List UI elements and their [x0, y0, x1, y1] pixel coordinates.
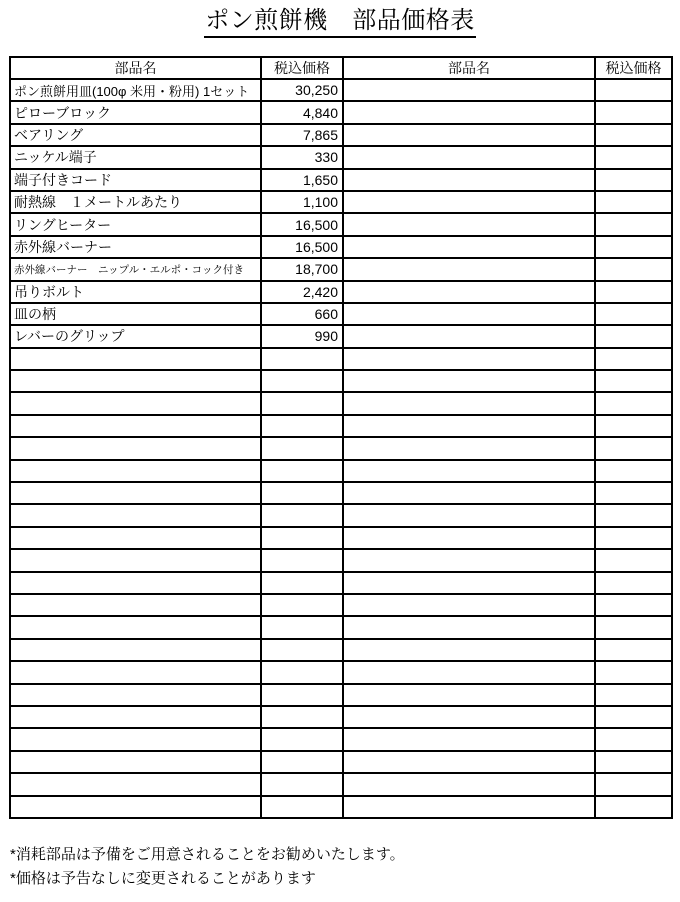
- table-row: [10, 370, 672, 392]
- part-name-cell-left: [10, 616, 261, 638]
- table-row: [10, 504, 672, 526]
- part-name-cell-left: [10, 460, 261, 482]
- parts-price-table: [9, 56, 673, 819]
- price-cell-right: [595, 325, 672, 347]
- price-cell-left: [261, 796, 343, 818]
- price-cell-left: [261, 728, 343, 750]
- part-name-cell-right: [343, 191, 595, 213]
- price-cell-left: [261, 527, 343, 549]
- table-row: [10, 281, 672, 303]
- header-price-right: 税込価格: [595, 57, 672, 79]
- part-name-cell-left: ポン煎餅用皿(100φ 米用・粉用) 1セット: [10, 79, 261, 101]
- table-row: [10, 169, 672, 191]
- part-name-cell-left: [10, 796, 261, 818]
- table-row: [10, 213, 672, 235]
- price-cell-right: [595, 527, 672, 549]
- part-name-cell-left: [10, 437, 261, 459]
- table-row: [10, 706, 672, 728]
- title-area: [0, 0, 680, 44]
- price-cell-right: [595, 236, 672, 258]
- part-name-cell-left: ベアリング: [10, 124, 261, 146]
- table-row: [10, 303, 672, 325]
- table-row: [10, 191, 672, 213]
- price-cell-right: [595, 303, 672, 325]
- part-name-cell-right: [343, 236, 595, 258]
- header-part-name-left: 部品名: [10, 57, 261, 79]
- table-row: [10, 796, 672, 818]
- table-row: [10, 728, 672, 750]
- price-cell-left: 7,865: [261, 124, 343, 146]
- table-row: [10, 236, 672, 258]
- price-cell-left: [261, 549, 343, 571]
- price-cell-right: [595, 415, 672, 437]
- part-name-cell-left: [10, 482, 261, 504]
- table-row: [10, 392, 672, 414]
- price-cell-left: [261, 639, 343, 661]
- part-name-cell-left: [10, 728, 261, 750]
- price-cell-left: 330: [261, 146, 343, 168]
- part-name-cell-right: [343, 437, 595, 459]
- price-cell-left: 990: [261, 325, 343, 347]
- table-row: [10, 415, 672, 437]
- part-name-cell-right: [343, 348, 595, 370]
- part-name-cell-right: [343, 684, 595, 706]
- table-row: [10, 594, 672, 616]
- table-header-row: [10, 57, 672, 79]
- table-body: [10, 79, 672, 818]
- price-cell-left: [261, 437, 343, 459]
- table-row: [10, 79, 672, 101]
- header-price-left: 税込価格: [261, 57, 343, 79]
- table-row: [10, 482, 672, 504]
- part-name-cell-right: [343, 281, 595, 303]
- part-name-cell-left: 耐熱線 １メートルあたり: [10, 191, 261, 213]
- table-row: [10, 325, 672, 347]
- part-name-cell-right: [343, 572, 595, 594]
- part-name-cell-right: [343, 482, 595, 504]
- table-row: [10, 549, 672, 571]
- table-row: [10, 348, 672, 370]
- table-row: [10, 751, 672, 773]
- part-name-cell-left: [10, 706, 261, 728]
- price-cell-left: [261, 616, 343, 638]
- part-name-cell-right: [343, 460, 595, 482]
- part-name-cell-right: [343, 796, 595, 818]
- price-cell-right: [595, 751, 672, 773]
- price-cell-left: 30,250: [261, 79, 343, 101]
- table-row: [10, 572, 672, 594]
- price-cell-right: [595, 101, 672, 123]
- price-cell-right: [595, 728, 672, 750]
- table-row: [10, 460, 672, 482]
- part-name-cell-right: [343, 773, 595, 795]
- price-cell-left: 1,650: [261, 169, 343, 191]
- price-cell-right: [595, 191, 672, 213]
- price-cell-left: 660: [261, 303, 343, 325]
- part-name-cell-left: [10, 751, 261, 773]
- part-name-cell-right: [343, 303, 595, 325]
- price-cell-right: [595, 281, 672, 303]
- price-cell-right: [595, 616, 672, 638]
- price-cell-right: [595, 549, 672, 571]
- table-row: [10, 437, 672, 459]
- part-name-cell-right: [343, 661, 595, 683]
- part-name-cell-left: [10, 594, 261, 616]
- price-cell-left: [261, 370, 343, 392]
- part-name-cell-left: ピローブロック: [10, 101, 261, 123]
- part-name-cell-left: レバーのグリップ: [10, 325, 261, 347]
- part-name-cell-right: [343, 258, 595, 280]
- price-cell-left: 16,500: [261, 236, 343, 258]
- part-name-cell-left: [10, 661, 261, 683]
- price-cell-right: [595, 572, 672, 594]
- note-consumables: *消耗部品は予備をご用意されることをお勧めいたします。: [10, 845, 405, 863]
- part-name-cell-left: [10, 348, 261, 370]
- table-row: [10, 258, 672, 280]
- part-name-cell-right: [343, 616, 595, 638]
- price-cell-left: [261, 415, 343, 437]
- price-cell-right: [595, 258, 672, 280]
- price-cell-left: 18,700: [261, 258, 343, 280]
- price-cell-left: [261, 773, 343, 795]
- part-name-cell-right: [343, 392, 595, 414]
- page-title: ポン煎餅機 部品価格表: [204, 8, 476, 38]
- price-cell-right: [595, 460, 672, 482]
- price-cell-left: [261, 706, 343, 728]
- table-row: [10, 146, 672, 168]
- table-row: [10, 616, 672, 638]
- part-name-cell-left: [10, 504, 261, 526]
- part-name-cell-left: [10, 639, 261, 661]
- table-row: [10, 527, 672, 549]
- part-name-cell-left: [10, 415, 261, 437]
- part-name-cell-right: [343, 706, 595, 728]
- price-cell-left: [261, 684, 343, 706]
- part-name-cell-right: [343, 213, 595, 235]
- price-cell-right: [595, 437, 672, 459]
- price-cell-left: [261, 482, 343, 504]
- part-name-cell-left: [10, 392, 261, 414]
- part-name-cell-right: [343, 527, 595, 549]
- part-name-cell-right: [343, 639, 595, 661]
- table-row: [10, 124, 672, 146]
- price-cell-right: [595, 169, 672, 191]
- price-cell-right: [595, 79, 672, 101]
- price-cell-left: [261, 751, 343, 773]
- part-name-cell-left: 吊りボルト: [10, 281, 261, 303]
- price-cell-left: 1,100: [261, 191, 343, 213]
- price-cell-right: [595, 661, 672, 683]
- header-part-name-right: 部品名: [343, 57, 595, 79]
- part-name-cell-right: [343, 101, 595, 123]
- price-cell-left: [261, 348, 343, 370]
- price-cell-left: [261, 661, 343, 683]
- price-cell-right: [595, 796, 672, 818]
- price-cell-right: [595, 392, 672, 414]
- price-cell-right: [595, 594, 672, 616]
- price-cell-left: [261, 572, 343, 594]
- part-name-cell-right: [343, 415, 595, 437]
- price-cell-left: [261, 460, 343, 482]
- price-cell-right: [595, 504, 672, 526]
- part-name-cell-left: [10, 572, 261, 594]
- part-name-cell-right: [343, 169, 595, 191]
- part-name-cell-right: [343, 751, 595, 773]
- part-name-cell-right: [343, 728, 595, 750]
- price-cell-left: [261, 392, 343, 414]
- price-cell-right: [595, 124, 672, 146]
- price-cell-right: [595, 213, 672, 235]
- price-cell-right: [595, 773, 672, 795]
- part-name-cell-right: [343, 549, 595, 571]
- part-name-cell-right: [343, 79, 595, 101]
- table-row: [10, 639, 672, 661]
- price-cell-right: [595, 684, 672, 706]
- part-name-cell-left: 赤外線バーナー ニップル・エルポ・コック付き: [10, 258, 261, 280]
- price-cell-right: [595, 370, 672, 392]
- table-row: [10, 773, 672, 795]
- price-cell-right: [595, 146, 672, 168]
- part-name-cell-left: 皿の柄: [10, 303, 261, 325]
- part-name-cell-right: [343, 146, 595, 168]
- part-name-cell-left: 端子付きコード: [10, 169, 261, 191]
- part-name-cell-left: [10, 549, 261, 571]
- part-name-cell-right: [343, 325, 595, 347]
- part-name-cell-right: [343, 370, 595, 392]
- table-row: [10, 101, 672, 123]
- price-cell-left: [261, 594, 343, 616]
- price-cell-right: [595, 348, 672, 370]
- price-cell-right: [595, 706, 672, 728]
- price-cell-right: [595, 639, 672, 661]
- part-name-cell-left: 赤外線バーナー: [10, 236, 261, 258]
- part-name-cell-left: リングヒーター: [10, 213, 261, 235]
- part-name-cell-left: [10, 527, 261, 549]
- note-price-change: *価格は予告なしに変更されることがあります: [10, 869, 316, 887]
- part-name-cell-left: ニッケル端子: [10, 146, 261, 168]
- table-row: [10, 661, 672, 683]
- part-name-cell-right: [343, 594, 595, 616]
- price-cell-left: 16,500: [261, 213, 343, 235]
- part-name-cell-right: [343, 504, 595, 526]
- part-name-cell-left: [10, 370, 261, 392]
- part-name-cell-right: [343, 124, 595, 146]
- price-cell-left: 2,420: [261, 281, 343, 303]
- part-name-cell-left: [10, 773, 261, 795]
- price-cell-left: [261, 504, 343, 526]
- part-name-cell-left: [10, 684, 261, 706]
- price-cell-right: [595, 482, 672, 504]
- table-row: [10, 684, 672, 706]
- footnotes: [10, 843, 680, 891]
- price-cell-left: 4,840: [261, 101, 343, 123]
